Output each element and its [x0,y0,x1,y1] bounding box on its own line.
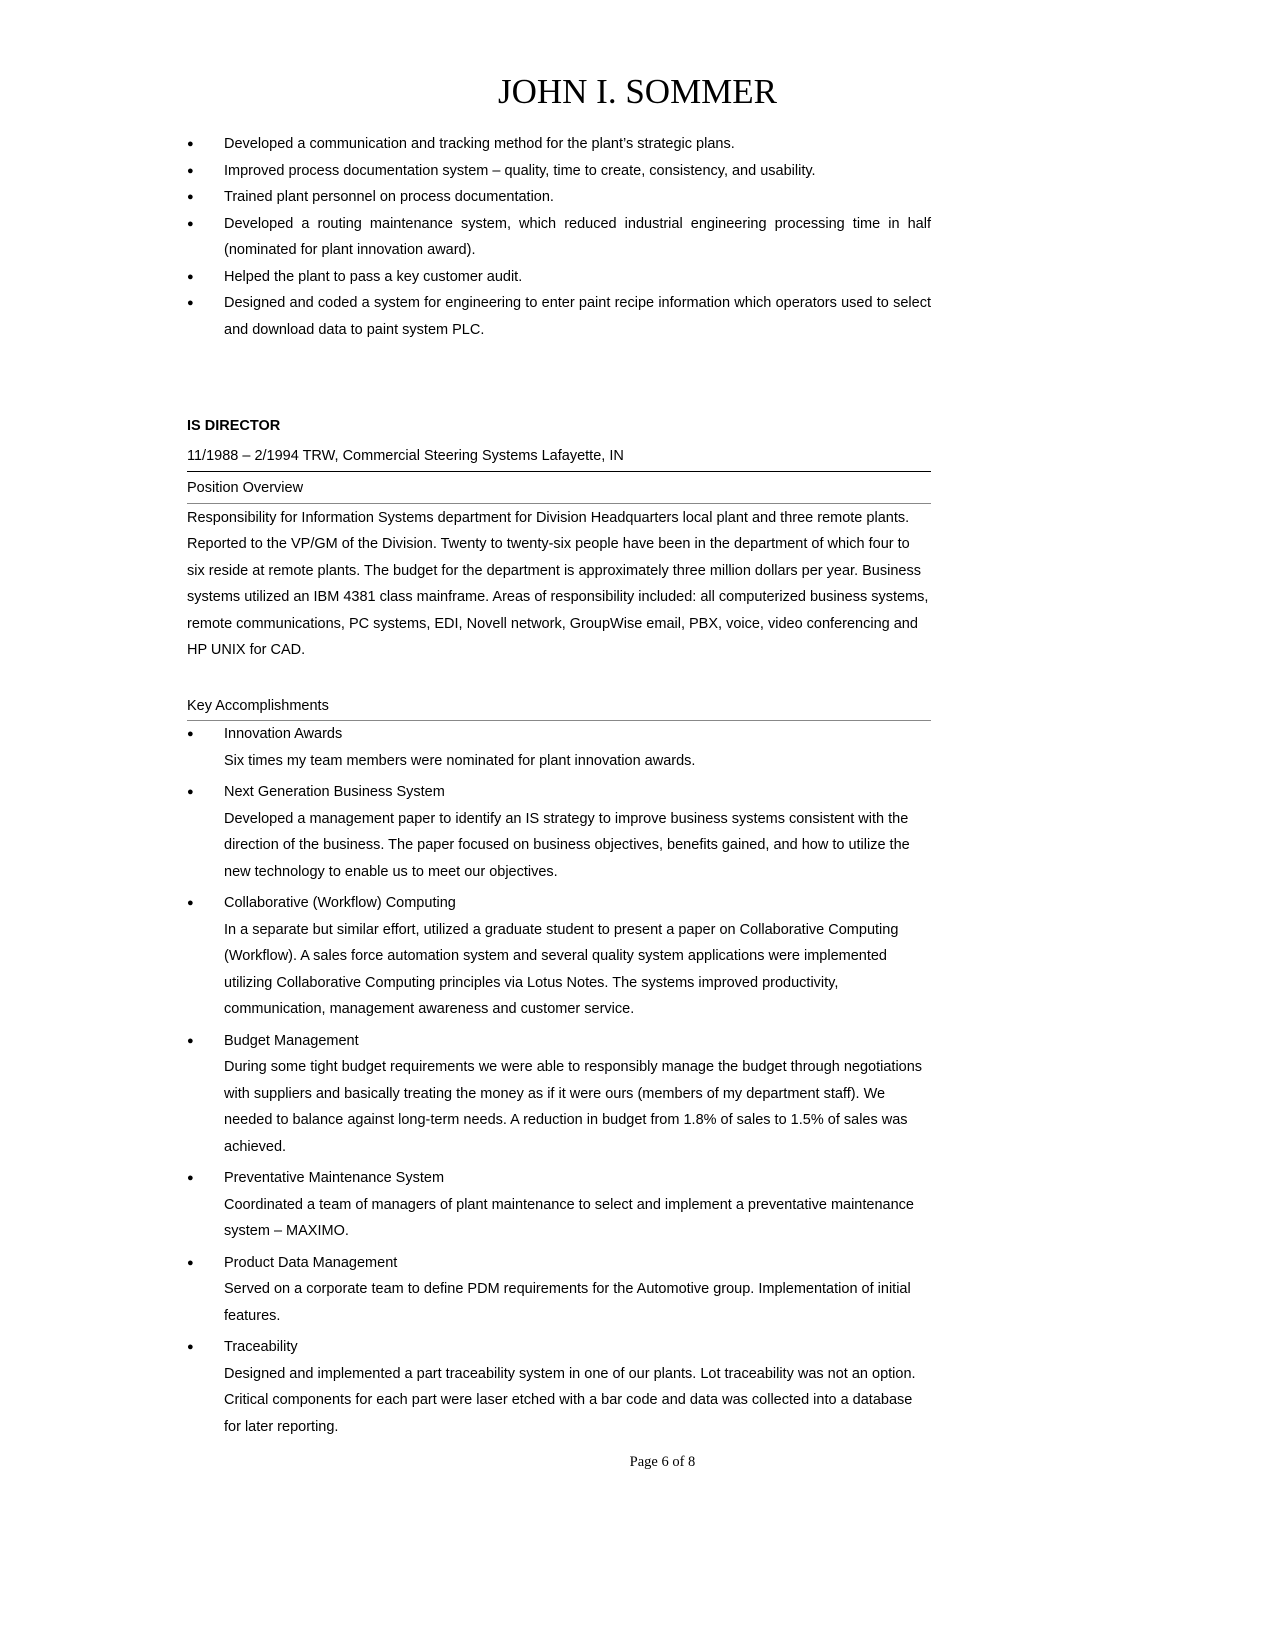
position-overview-heading: Position Overview [187,472,931,504]
list-item [187,890,931,1023]
section-spacer [187,664,931,690]
accomplishment-desc: Developed a management paper to identify an IS strategy to improve business systems consistent with the direction of the business. The paper focused on business objectives, benefits gained, and how to utilize the new technology to enable us to meet our objectives. [224,810,910,880]
page-number: Page 6 of 8 [629,1454,696,1470]
accomplishment-title: ● Next Generation Business System [224,784,445,800]
list-item: ● Helped the plant to pass a key customer audit. [187,264,931,291]
resume-name-header: JOHN I. SOMMER [497,72,778,111]
list-item: ● Designed and coded a system for engineering to enter paint recipe information which operators used to select and download data to paint system PLC. [187,290,931,343]
top-bullet-list [187,131,931,343]
list-item [187,1165,931,1245]
list-item: ● Trained plant personnel on process documentation. [187,184,931,211]
list-item [187,1250,931,1330]
accomplishment-desc: Designed and implemented a part traceability system in one of our plants. Lot traceability was not an option. Critical components for each part were laser etched with a bar code and data was collected into a database for later reporting. [224,1365,916,1435]
position-dates-company: 11/1988 – 2/1994 TRW, Commercial Steering Systems Lafayette, IN [187,440,931,473]
accomplishment-desc: Coordinated a team of managers of plant maintenance to select and implement a preventative maintenance system – MAXIMO. [224,1196,914,1239]
accomplishment-desc: In a separate but similar effort, utilized a graduate student to present a paper on Collaborative Computing (Workflow). A sales force automation system and several quality system applications were implemented utilizing Collaborative Computing principles via Lotus Notes. The systems improved productivity, communication, management awareness and customer service. [224,921,899,1017]
accomplishment-desc: During some tight budget requirements we were able to responsibly manage the budget through negotiations with suppliers and basically treating the money as if it were ours (members of my department staff). We needed to balance against long-term needs. A reduction in budget from 1.8% of sales to 1.5% of sales was achieved. [224,1059,923,1155]
resume-content [187,131,931,1445]
accomplishment-desc: Served on a corporate team to define PDM requirements for the Automotive group. Implementation of initial features. [224,1281,911,1324]
accomplishment-title: ● Collaborative (Workflow) Computing [224,895,456,911]
position-overview-text: Responsibility for Information Systems department for Division Headquarters local plant and three remote plants. Reported to the VP/GM of the Division. Twenty to twenty-six people have been in the department of which four to six reside at remote plants. The budget for the department is approximately three million dollars per year. Business systems utilized an IBM 4381 class mainframe. Areas of responsibility included: all computerized business systems, remote communications, PC systems, EDI, Novell network, GroupWise email, PBX, voice, video conferencing and HP UNIX for CAD. [187,509,929,658]
list-item [187,779,931,885]
accomplishment-title: ● Budget Management [224,1032,359,1049]
accomplishment-title: ● Innovation Awards [224,726,343,742]
accomplishment-title: ● Traceability [224,1339,298,1355]
accomplishment-title: ● Product Data Management [224,1254,398,1271]
list-item: ● Developed a communication and tracking method for the plant’s strategic plans. [187,131,931,158]
accomplishments-list [187,721,931,1440]
accomplishment-title: ● Preventative Maintenance System [224,1170,445,1186]
list-item: ● Developed a routing maintenance system, which reduced industrial engineering processing time in half (nominated for plant innovation award). [187,211,931,264]
accomplishment-desc: Six times my team members were nominated for plant innovation awards. [224,752,696,769]
list-item [187,721,931,774]
list-item: ● Improved process documentation system – quality, time to create, consistency, and usability. [187,158,931,185]
list-item [187,1334,931,1440]
key-accomplishments-heading: Key Accomplishments [187,690,931,722]
list-item [187,1028,931,1161]
position-title: IS DIRECTOR [187,418,281,434]
